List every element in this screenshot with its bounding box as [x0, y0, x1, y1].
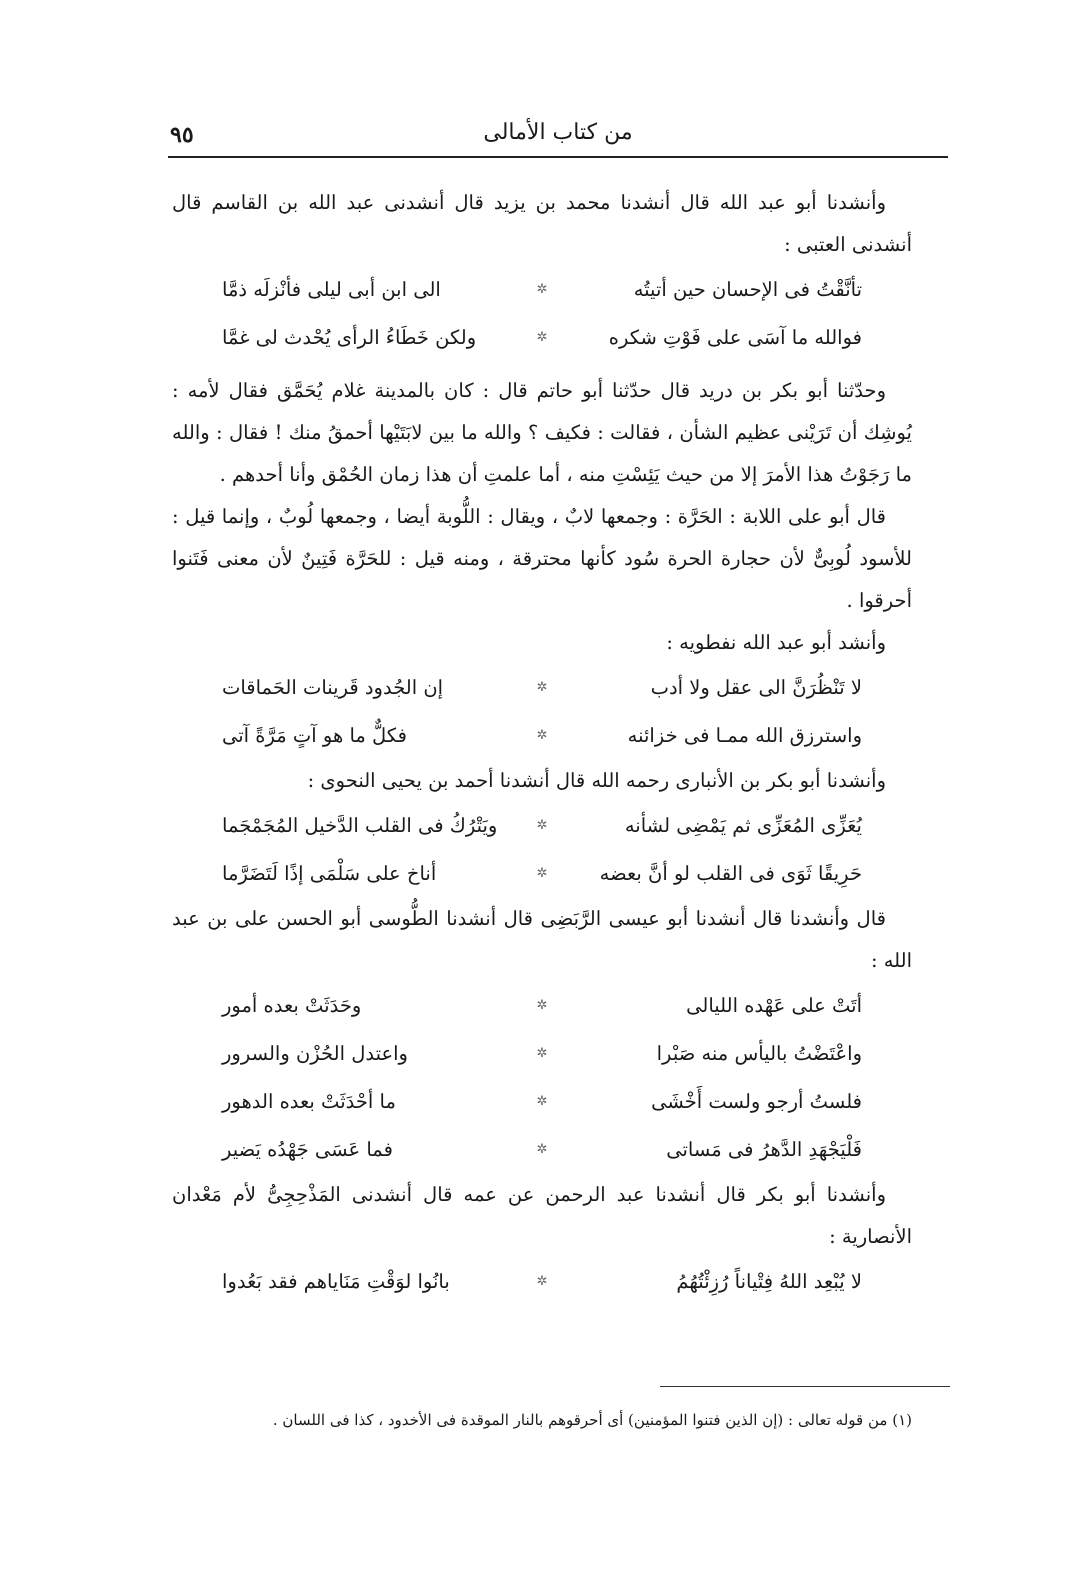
- prose-paragraph: قال أبو على اللابة : الحَرَّة : وجمعها لابٌ ، ويقال : اللُّوبة أيضا ، وجمعها لُوبٌ ، وإنما قيل : للأسود لُوبِىٌّ لأن حجارة الحرة سُود كأنها محترقة ، ومنه قيل : للحَرَّة فَتِينٌ لأن معنى فَتَنوا أحرقوا .: [172, 505, 912, 612]
- asterisk-separator-icon: ✲: [536, 1274, 548, 1289]
- asterisk-separator-icon: ✲: [536, 818, 548, 833]
- verse-first-hemistich: أتَتْ على عَهْده الليالى: [686, 994, 862, 1017]
- asterisk-separator-icon: ✲: [536, 998, 548, 1013]
- verse-line: [172, 1078, 912, 1126]
- asterisk-separator-icon: ✲: [536, 680, 548, 695]
- prose-paragraph: وأنشدنا أبو عبد الله قال أنشدنا محمد بن يزيد قال أنشدنى عبد الله بن القاسم قال أنشدنى العتبى :: [172, 191, 912, 256]
- verse-line: [172, 1126, 912, 1174]
- page-body: [172, 182, 912, 1306]
- verse-second-hemistich: ولكن خَطَاءُ الرأى يُحْدث لى غمَّا: [222, 326, 477, 349]
- verse-line: [172, 802, 912, 850]
- footnote-marker: (١): [892, 1411, 912, 1429]
- asterisk-separator-icon: ✲: [536, 1142, 548, 1157]
- verse-second-hemistich: ما أحْدَثَتْ بعده الدهور: [222, 1090, 396, 1113]
- verse-line: [172, 314, 912, 362]
- asterisk-separator-icon: ✲: [536, 866, 548, 881]
- prose-paragraph: وأنشد أبو عبد الله نفطويه :: [666, 631, 886, 654]
- verse-second-hemistich: الى ابن أبى ليلى فأنْزلَه ذمَّا: [222, 278, 441, 301]
- verse-first-hemistich: تأنَّقْتُ فى الإحسان حين أتيتُه: [633, 278, 862, 301]
- page-header: [168, 112, 948, 158]
- verse-first-hemistich: لا يُبْعِد اللهُ فِتْياناً رُزِئْتُهُمُ: [676, 1270, 862, 1293]
- asterisk-separator-icon: ✲: [536, 330, 548, 345]
- verse-first-hemistich: فوالله ما آسَى على فَوْتِ شكره: [608, 326, 862, 349]
- verse-line: [172, 712, 912, 760]
- verse-line: [172, 982, 912, 1030]
- verse-second-hemistich: أناخ على سَلْمَى إذًا لَتَضَرَّما: [222, 862, 437, 885]
- footnote-rule: [660, 1386, 950, 1387]
- verse-first-hemistich: حَرِيقًا ثَوَى فى القلب لو أنَّ بعضه: [599, 862, 862, 885]
- verse-first-hemistich: واسترزق الله ممـا فى خزائنه: [627, 724, 862, 747]
- asterisk-separator-icon: ✲: [536, 1046, 548, 1061]
- asterisk-separator-icon: ✲: [536, 1094, 548, 1109]
- page-number: ٩٥: [170, 122, 194, 148]
- verse-first-hemistich: فَلْيَجْهَدِ الدَّهرُ فى مَساتى: [666, 1138, 862, 1161]
- verse-second-hemistich: إن الجُدود قَرينات الحَماقات: [222, 676, 444, 699]
- verse-second-hemistich: فما عَسَى جَهْدُه يَضير: [222, 1138, 393, 1161]
- footnote-text: من قوله تعالى : (إن الذين فتنوا المؤمنين) أى أحرقوهم بالنار الموقدة فى الأخدود ، كذا فى اللسان .: [272, 1411, 888, 1429]
- verse-second-hemistich: واعتدل الحُزْن والسرور: [222, 1042, 408, 1065]
- verse-second-hemistich: وحَدَثَتْ بعده أمور: [222, 994, 362, 1017]
- prose-paragraph: قال وأنشدنا قال أنشدنا أبو عيسى الرَّبَضِى قال أنشدنا الطُّوسى أبو الحسن على بن عبد الله :: [172, 907, 912, 972]
- verse-line: [172, 266, 912, 314]
- prose-paragraph: وحدّثنا أبو بكر بن دريد قال حدّثنا أبو حاتم قال : كان بالمدينة غلام يُحَمَّق فقال لأمه : يُوشِك أن تَرَيْنى عظيم الشأن ، فقالت : فكيف ؟ والله ما بين لابَتَيْها أحمقُ منك ! فقال : والله ما رَجَوْتُ هذا الأمرَ إلا من حيث يَئِسْتِ منه ، أما علمتِ أن هذا زمان الحُمْق وأنا أحدهم .: [172, 379, 912, 486]
- prose-paragraph: وأنشدنا أبو بكر قال أنشدنا عبد الرحمن عن عمه قال أنشدنى المَذْحِجِىُّ لأم مَعْدان الأنصارية :: [172, 1183, 912, 1248]
- verse-first-hemistich: واعْتَضْتُ باليأس منه صَبْرا: [656, 1042, 862, 1065]
- running-title: من كتاب الأمالى: [483, 120, 633, 145]
- asterisk-separator-icon: ✲: [536, 728, 548, 743]
- verse-line: [172, 1258, 912, 1306]
- verse-second-hemistich: ويَتْرُكُ فى القلب الدَّخيل المُجَمْجَما: [222, 814, 498, 837]
- verse-line: [172, 850, 912, 898]
- verse-second-hemistich: بانُوا لوَقْتِ مَنَاياهم فقد بَعُدوا: [222, 1270, 450, 1293]
- verse-first-hemistich: يُعَزِّى المُعَزِّى ثم يَمْضِى لشأنه: [624, 814, 862, 837]
- asterisk-separator-icon: ✲: [536, 282, 548, 297]
- verse-line: [172, 1030, 912, 1078]
- verse-first-hemistich: لا تَنْظُرَنَّ الى عقل ولا أدب: [650, 676, 862, 699]
- prose-paragraph: وأنشدنا أبو بكر بن الأنبارى رحمه الله قال أنشدنا أحمد بن يحيى النحوى :: [307, 769, 886, 792]
- footnote: [200, 1405, 912, 1435]
- header-rule: [168, 156, 948, 158]
- verse-line: [172, 664, 912, 712]
- verse-second-hemistich: فكلٌّ ما هو آتٍ مَرَّةً آتى: [222, 724, 407, 747]
- verse-first-hemistich: فلستُ أرجو ولست أَخْشَى: [651, 1090, 862, 1113]
